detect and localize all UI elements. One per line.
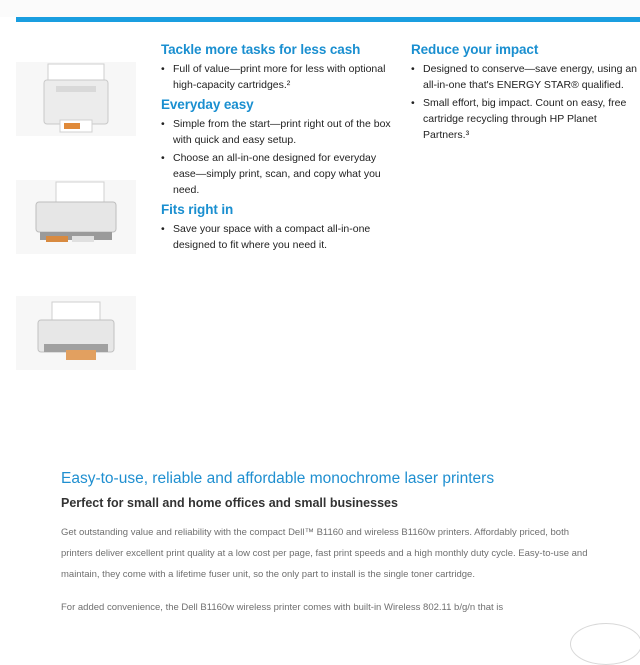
section-subtitle: Perfect for small and home offices and small businesses (61, 496, 398, 510)
printer-image-1 (16, 62, 136, 136)
feature-section (161, 42, 391, 93)
bullet-item: • Small effort, big impact. Count on easy, free cartridge recycling through HP Planet Partners.³ (411, 95, 640, 143)
section-heading: Tackle more tasks for less cash (161, 42, 361, 57)
features-column-right (411, 42, 640, 145)
section-heading: Reduce your impact (411, 42, 539, 57)
body-paragraph-truncated: For added convenience, the Dell B1160w wireless printer comes with built-in Wireless 802.11 b/g/n that is (61, 602, 504, 613)
printer-image-3 (16, 296, 136, 370)
feature-section (161, 202, 391, 253)
bullet-item: • Designed to conserve—save energy, using an all-in-one that's ENERGY STAR® qualified. (411, 61, 640, 93)
body-paragraph: Get outstanding value and reliability with the compact Dell™ B1160 and wireless B1160w printers. Affordably priced, both printers deliver excellent print quality at a low cost per page, fast print speeds and a high monthly duty cycle. Easy-to-use and maintain, they come with a lifetime fuser unit, so the only part to install is the single toner cartridge. (61, 527, 588, 580)
top-band (0, 0, 640, 17)
section-heading: Everyday easy (161, 97, 254, 112)
section-title: Easy-to-use, reliable and affordable monochrome laser printers (61, 470, 495, 487)
features-column-left (161, 42, 391, 257)
section-heading: Fits right in (161, 202, 234, 217)
bullet-item: • Simple from the start—print right out of the box with quick and easy setup. (161, 116, 391, 148)
top-accent-bar (16, 17, 640, 22)
bullet-item: • Choose an all-in-one designed for everyday ease—simply print, scan, and copy what you need. (161, 150, 391, 198)
dell-printer-section (61, 470, 621, 618)
bullet-item: • Save your space with a compact all-in-one designed to fit where you need it. (161, 221, 391, 253)
printer-image-2 (16, 180, 136, 254)
chat-bubble-button[interactable] (570, 623, 640, 665)
bullet-item: • Full of value—print more for less with optional high-capacity cartridges.² (161, 61, 391, 93)
feature-section (161, 97, 391, 198)
